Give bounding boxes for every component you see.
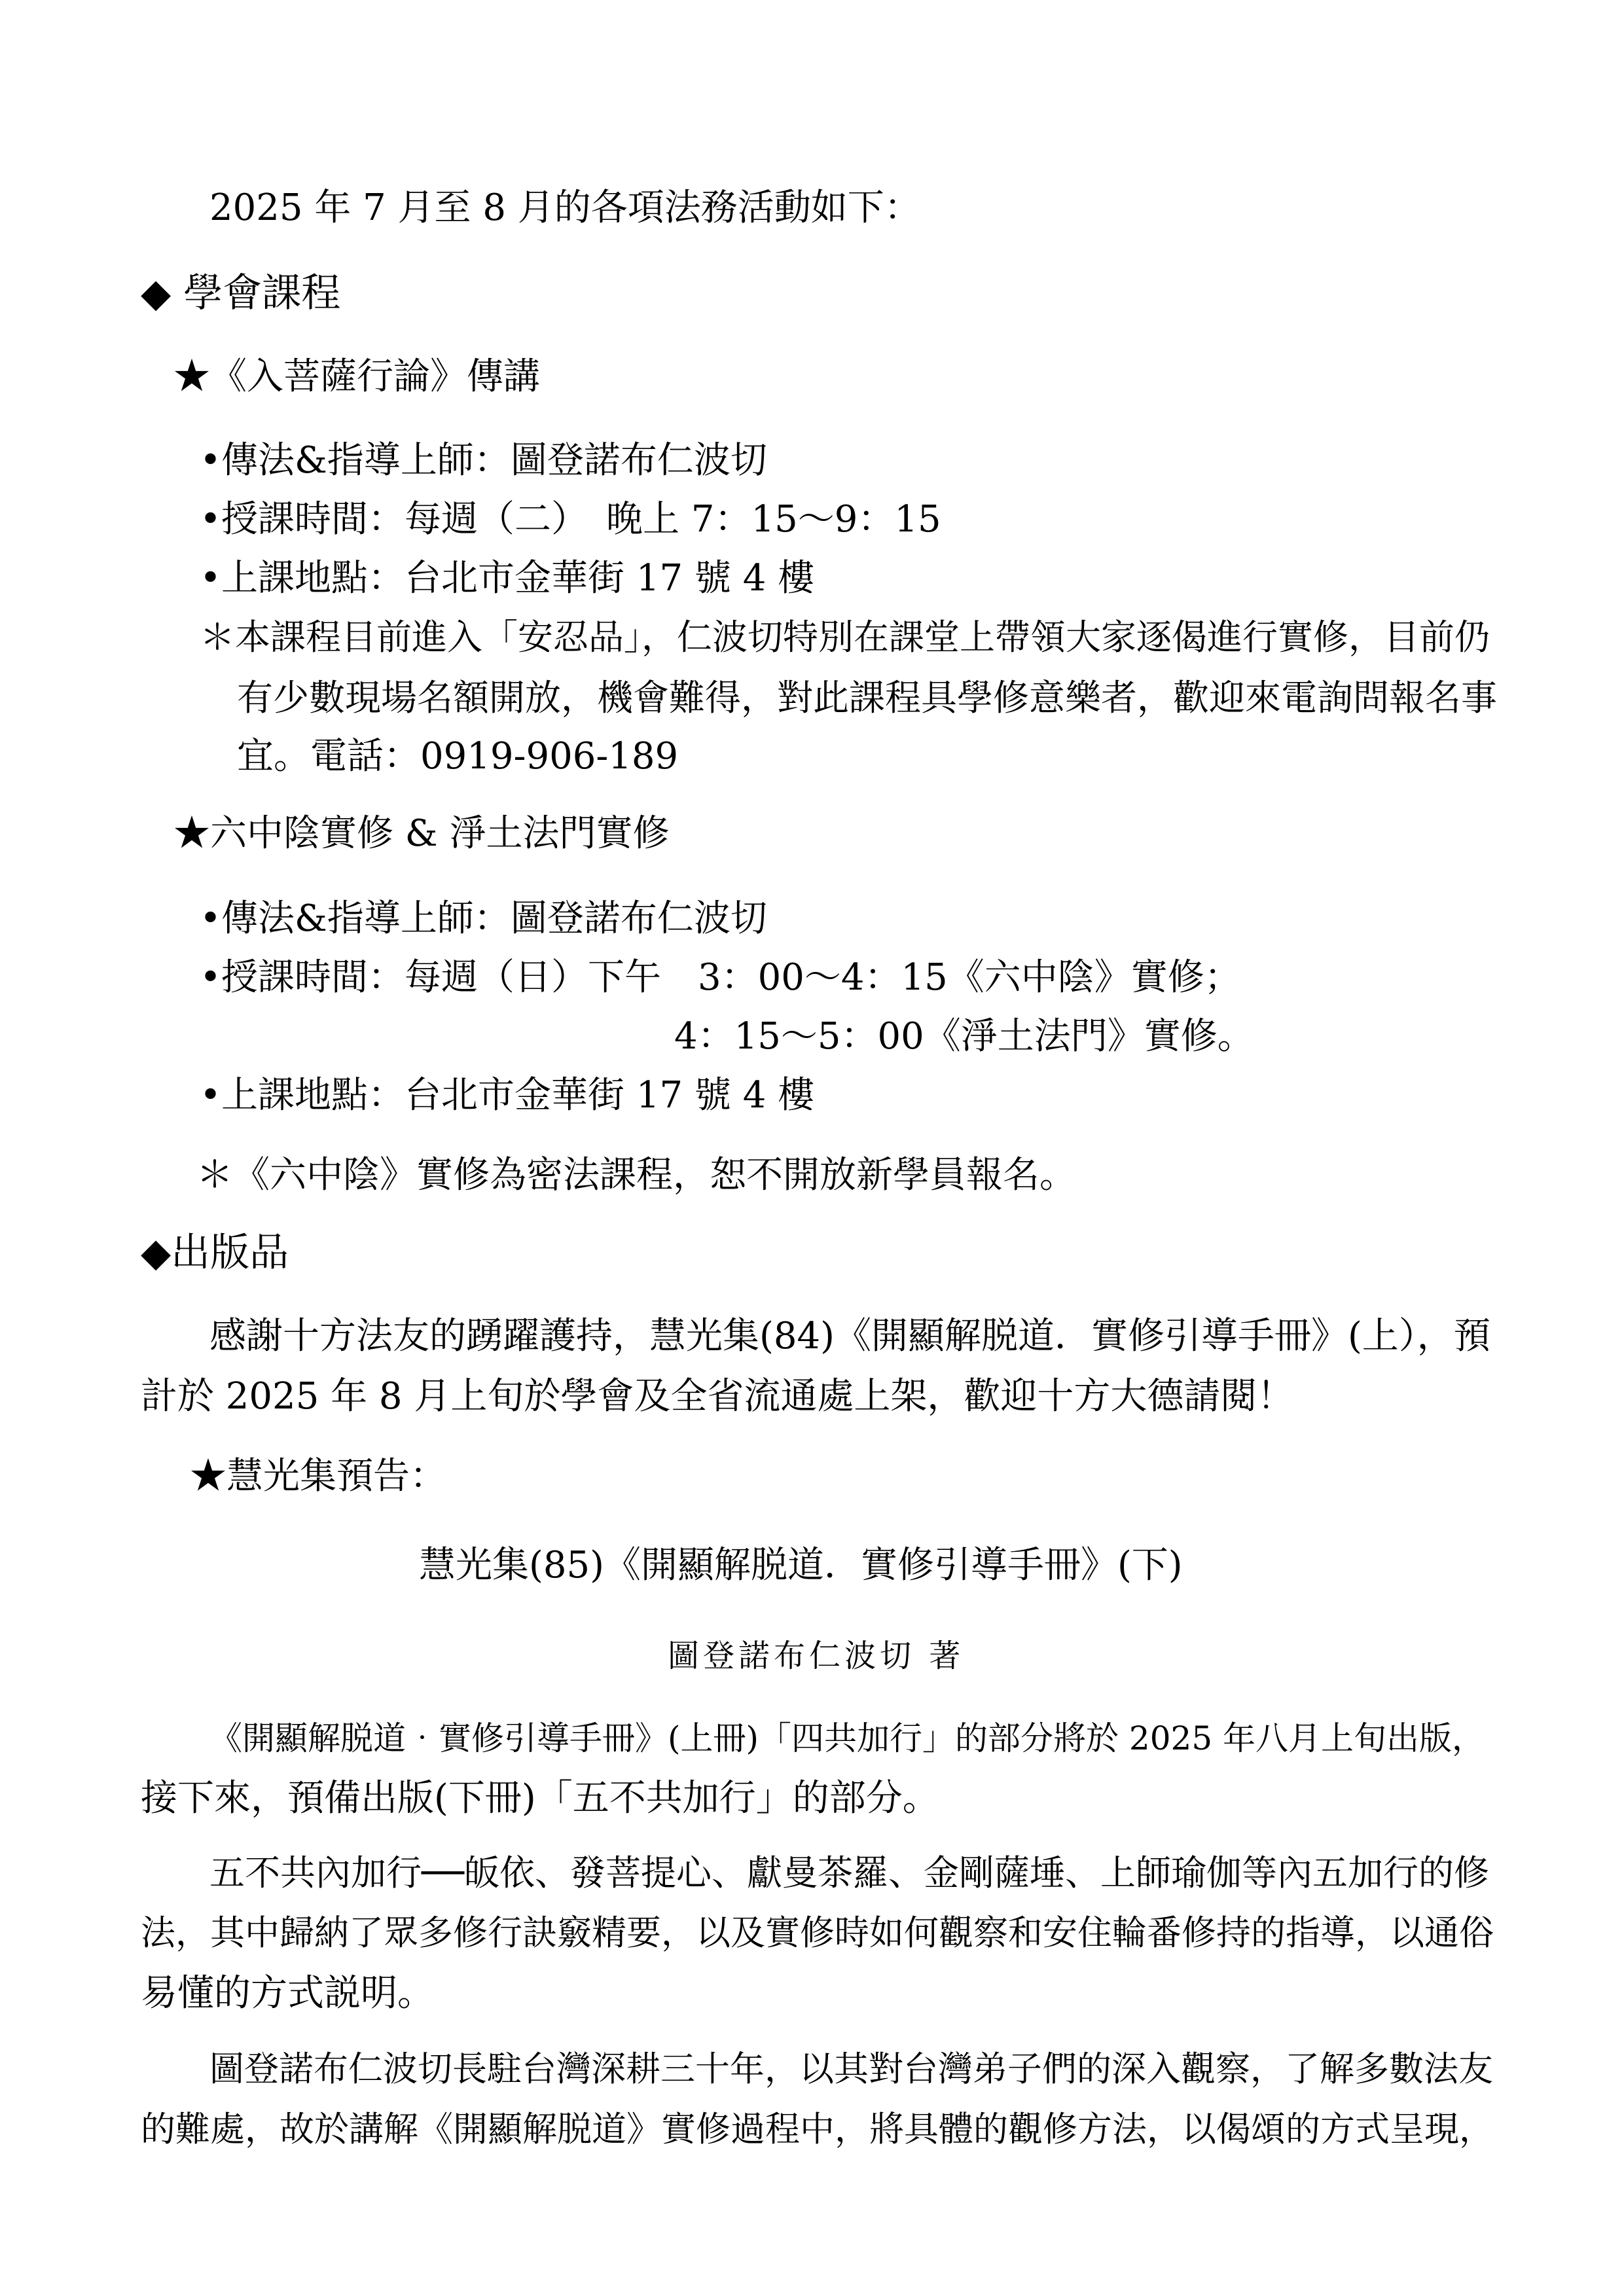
para4-line1: 圖登諾布仁波切長駐台灣深耕三十年，以其對台灣弟子們的深入觀察，了解多數法友 <box>209 2049 1493 2089</box>
para2-line1: 《開顯解脱道‧實修引導手冊》(上冊)「四共加行」的部分將於 2025 年八月上旬出版， <box>209 1719 1485 1757</box>
course-title-bardo: ★六中陰實修 & 淨土法門實修 <box>173 812 670 855</box>
publication-para1-line1: 感謝十方法友的踴躍護持，慧光集(84)《開顯解脱道．實修引導手冊》(上），預 <box>209 1315 1490 1357</box>
para3-line2: 法，其中歸納了眾多修行訣竅精要，以及實修時如何觀察和安住輪番修持的指導，以通俗 <box>141 1913 1494 1953</box>
para4-line2: 的難處，故於講解《開顯解脱道》實修過程中，將具體的觀修方法，以偈頌的方式呈現， <box>141 2109 1494 2149</box>
course1-time: •授課時間：每週（二） 晚上 7：15～9：15 <box>200 498 941 541</box>
course2-place: •上課地點：台北市金華街 17 號 4 樓 <box>200 1074 815 1117</box>
course1-note-line2: 有少數現場名額開放，機會難得，對此課程具學修意樂者，歡迎來電詢問報名事 <box>237 677 1498 719</box>
course1-place: •上課地點：台北市金華街 17 號 4 樓 <box>200 557 815 600</box>
book-author: 圖登諾布仁波切 著 <box>668 1638 965 1674</box>
course2-time-line2: 4：15～5：00《淨土法門》實修。 <box>674 1015 1254 1058</box>
book-title: 慧光集(85)《開顯解脱道．實修引導手冊》(下) <box>419 1544 1183 1587</box>
course1-teacher: •傳法&指導上師：圖登諾布仁波切 <box>200 439 767 482</box>
intro-line: 2025 年 7 月至 8 月的各項法務活動如下： <box>209 187 921 229</box>
course1-note-line3: 宜。電話：0919-906-189 <box>237 735 679 778</box>
course1-note-line1: ＊本課程目前進入「安忍品」，仁波切特別在課堂上帶領大家逐偈進行實修，目前仍 <box>200 617 1490 658</box>
publication-para1-line2: 計於 2025 年 8 月上旬於學會及全省流通處上架，歡迎十方大德請閱！ <box>141 1375 1294 1418</box>
course2-time-line1: •授課時間：每週（日）下午 3：00～4：15《六中陰》實修； <box>200 956 1241 999</box>
course-title-bodhicaryavatara: ★《入菩薩行論》傳講 <box>173 355 540 398</box>
para3-line3: 易懂的方式説明。 <box>141 1972 434 2015</box>
section-heading-publications: ◆出版品 <box>141 1230 289 1276</box>
para2-line2: 接下來，預備出版(下冊)「五不共加行」的部分。 <box>141 1777 939 1820</box>
section-heading-courses: ◆ 學會課程 <box>141 270 341 316</box>
para3-line1: 五不共內加行──皈依、發菩提心、獻曼茶羅、金剛薩埵、上師瑜伽等內五加行的修 <box>209 1852 1490 1893</box>
course2-teacher: •傳法&指導上師：圖登諾布仁波切 <box>200 897 767 940</box>
course2-note: ＊《六中陰》實修為密法課程，恕不開放新學員報名。 <box>196 1154 1076 1196</box>
book-preview-label: ★慧光集預告： <box>190 1455 446 1498</box>
